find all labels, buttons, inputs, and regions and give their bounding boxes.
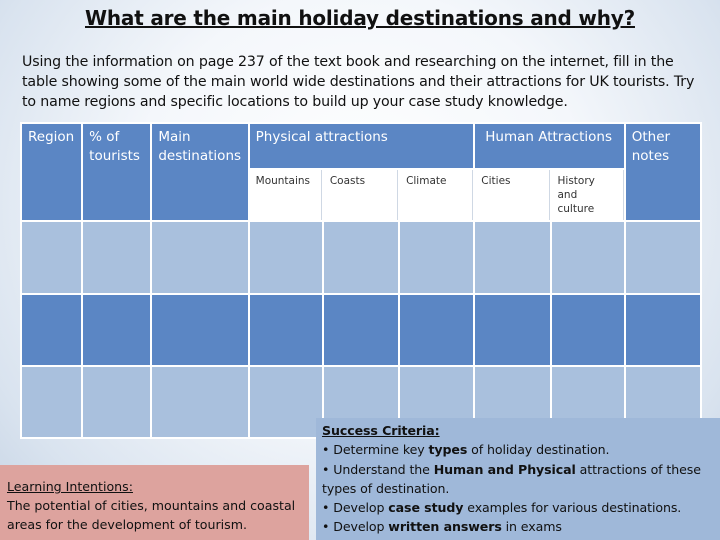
learning-intentions-label: Learning Intentions: — [7, 479, 133, 494]
table-row — [22, 222, 700, 293]
table-cell[interactable] — [22, 222, 81, 293]
header-human-attractions: Human Attractions — [475, 124, 623, 168]
table-cell[interactable] — [552, 295, 624, 365]
page-title: What are the main holiday destinations and why? — [85, 6, 635, 30]
subheader-history-culture: History and culture — [552, 170, 624, 220]
table-cell[interactable] — [250, 222, 322, 293]
table-cell[interactable] — [552, 222, 624, 293]
table-cell[interactable] — [324, 295, 398, 365]
table-cell[interactable] — [626, 295, 700, 365]
table-cell[interactable] — [152, 295, 247, 365]
subheader-cities: Cities — [475, 170, 549, 220]
table-cell[interactable] — [475, 222, 549, 293]
instructions-text: Using the information on page 237 of the text book and researching on the internet, fill in the table showing some of the main world wide destinations and their attractions for UK tourists. Try to name regions and specific locations to build up your case study knowledge. — [22, 54, 695, 110]
table-cell[interactable] — [83, 295, 150, 365]
table-cell[interactable] — [22, 295, 81, 365]
table-cell[interactable] — [83, 367, 150, 437]
destinations-table — [20, 122, 702, 439]
header-other-notes: Other notes — [626, 124, 700, 220]
success-criteria-label: Success Criteria: — [322, 423, 440, 438]
subheader-climate: Climate — [400, 170, 473, 220]
criteria-item: • Develop case study examples for various destinations. — [322, 500, 682, 516]
header-main-destinations: Main destinations — [152, 124, 247, 220]
criteria-item: • Determine key types of holiday destination. — [322, 442, 610, 458]
table-cell[interactable] — [22, 367, 81, 437]
header-percent-tourists: % of tourists — [83, 124, 150, 220]
table-row — [22, 295, 700, 365]
table-cell[interactable] — [250, 295, 322, 365]
success-criteria-box — [316, 418, 720, 540]
header-physical-attractions: Physical attractions — [250, 124, 474, 168]
learning-intentions-box — [0, 465, 309, 540]
table-cell[interactable] — [152, 222, 247, 293]
table-cell[interactable] — [475, 295, 549, 365]
subheader-mountains: Mountains — [250, 170, 322, 220]
subheader-coasts: Coasts — [324, 170, 398, 220]
criteria-item: • Develop written answers in exams — [322, 519, 562, 535]
learning-intentions-text: The potential of cities, mountains and coastal areas for the development of tourism. — [7, 498, 296, 532]
table-cell[interactable] — [152, 367, 247, 437]
table-cell[interactable] — [626, 222, 700, 293]
table-cell[interactable] — [250, 367, 322, 437]
table-cell[interactable] — [400, 222, 473, 293]
table-cell[interactable] — [400, 295, 473, 365]
table-cell[interactable] — [324, 222, 398, 293]
criteria-item: • Understand the Human and Physical attractions of these types of destination. — [322, 461, 701, 496]
header-region: Region — [22, 124, 81, 220]
table-cell[interactable] — [83, 222, 150, 293]
